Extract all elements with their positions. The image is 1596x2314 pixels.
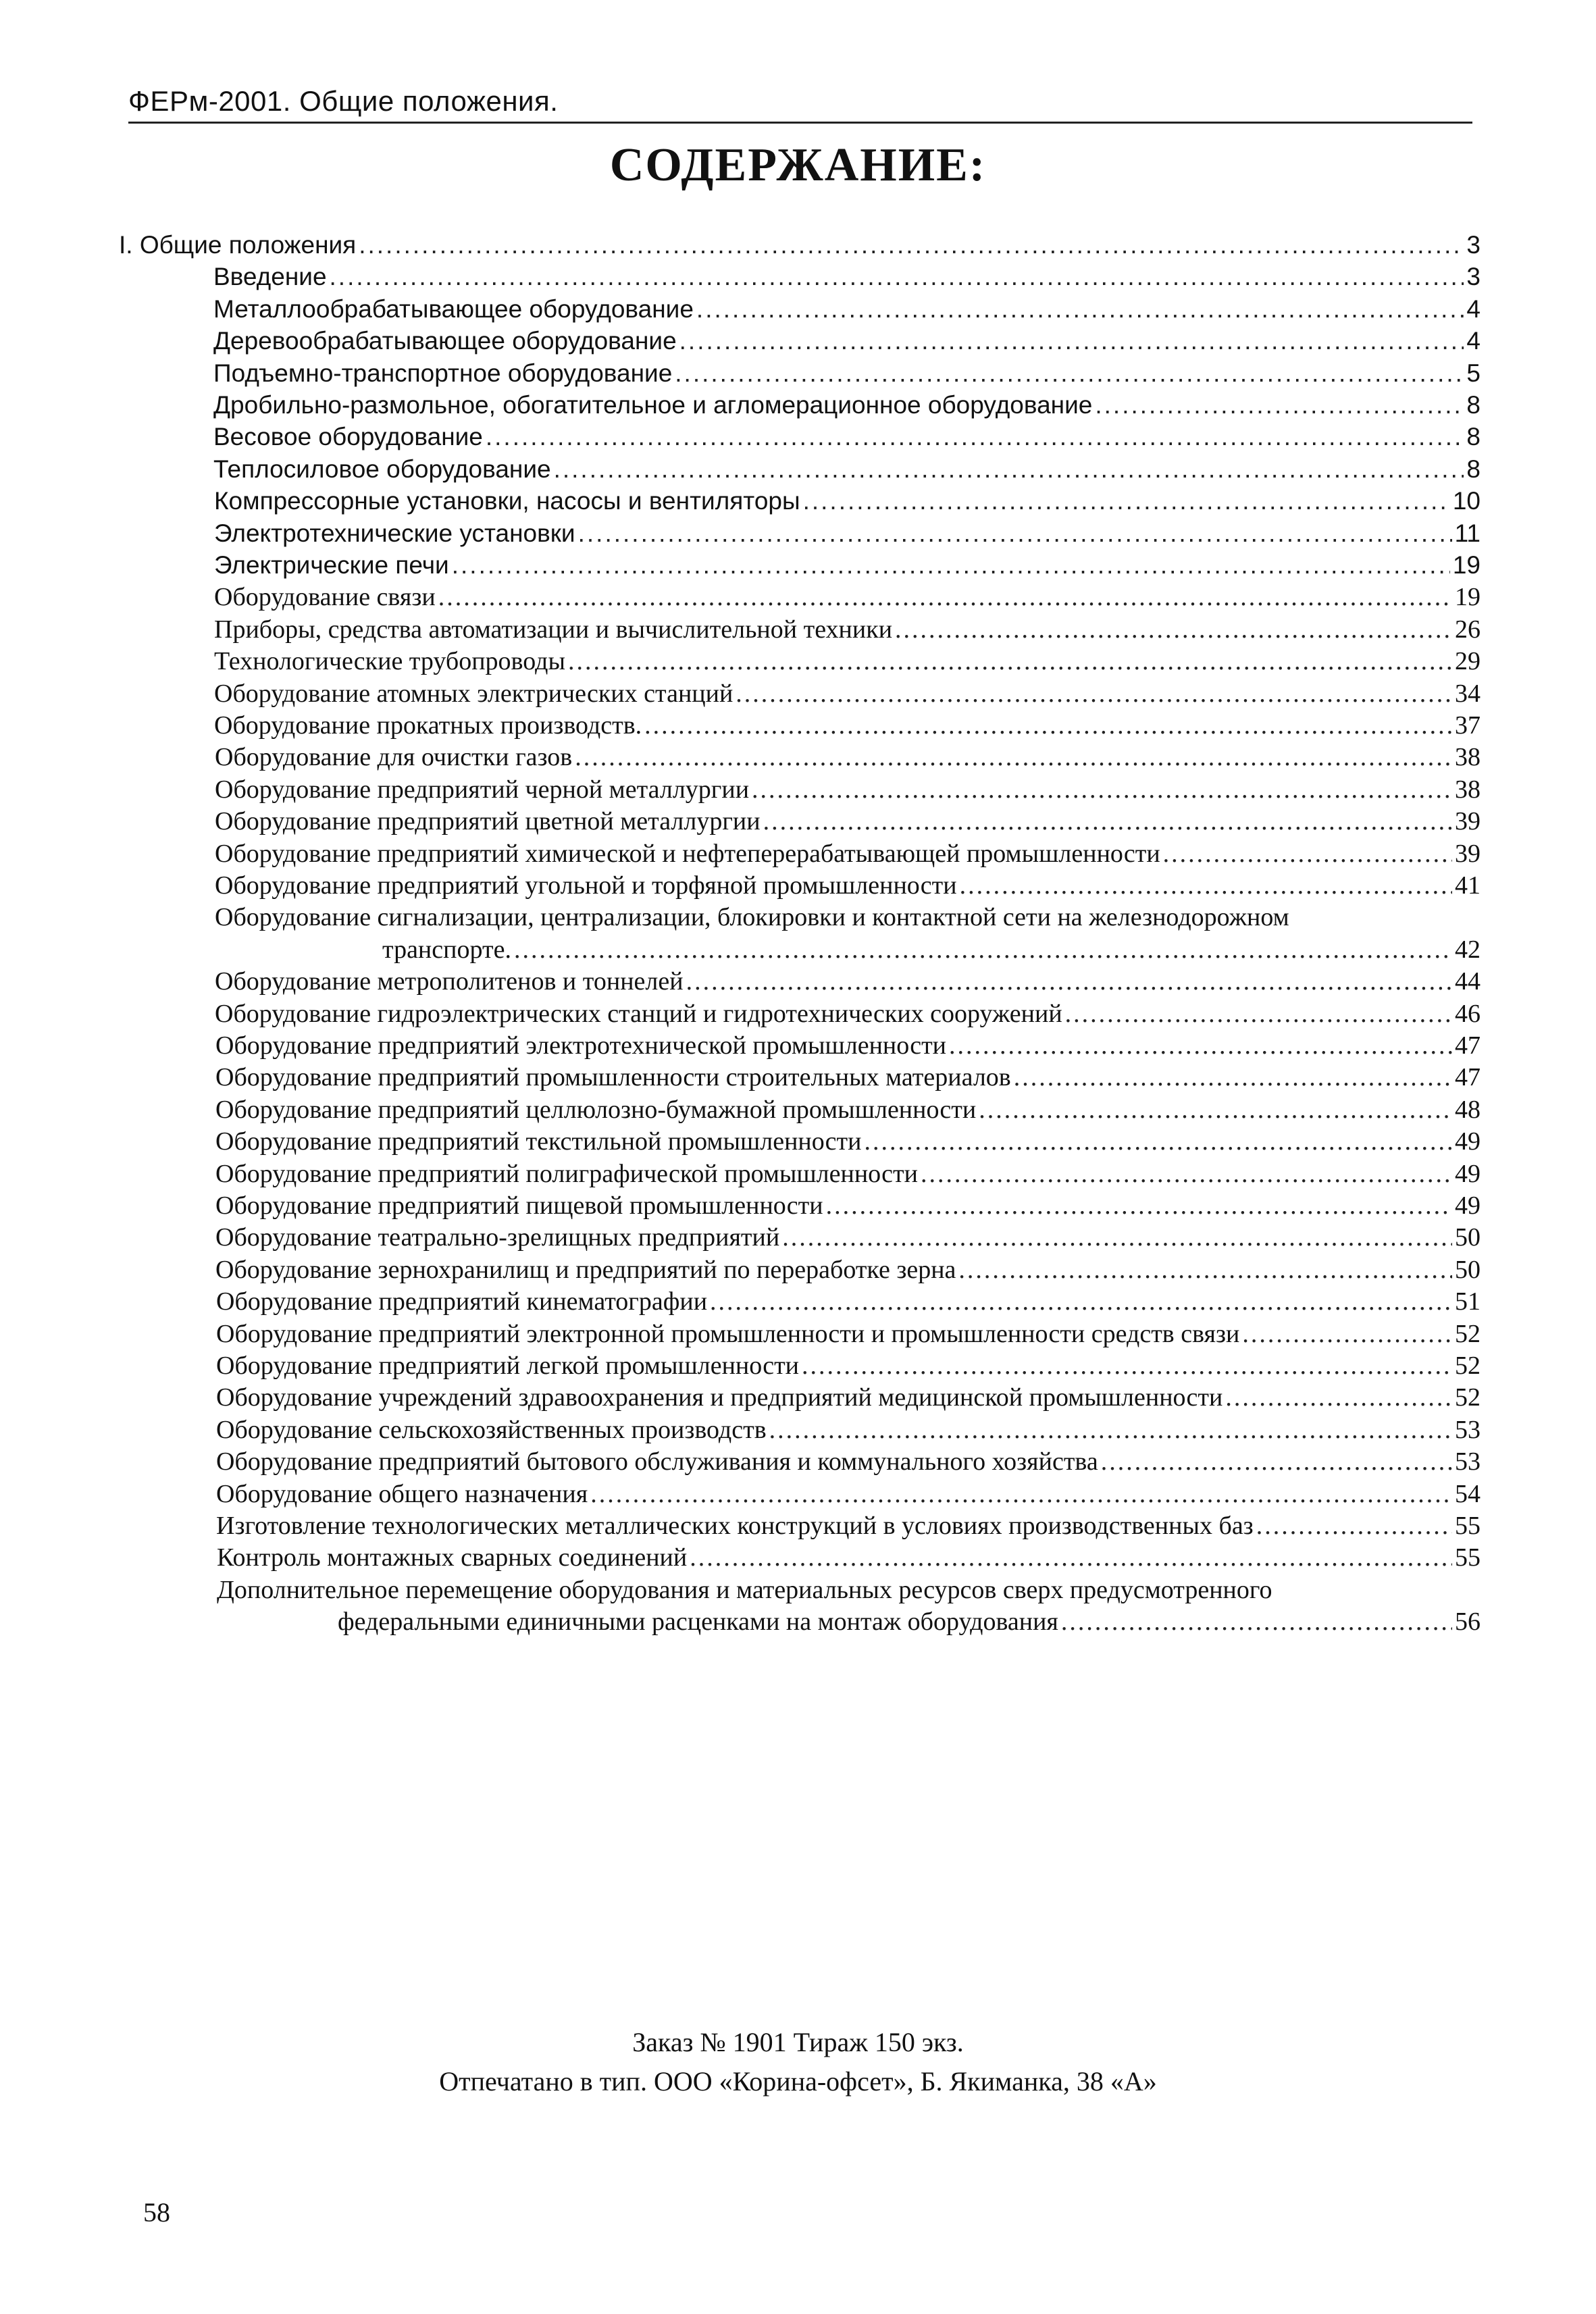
toc-entry bbox=[216, 1286, 1481, 1317]
toc-page-number: 53 bbox=[1455, 1447, 1481, 1476]
toc-page-number: 38 bbox=[1455, 743, 1481, 772]
toc-page-number: 52 bbox=[1455, 1319, 1481, 1348]
toc-entry bbox=[215, 1062, 1481, 1093]
toc-page-number: 41 bbox=[1455, 871, 1481, 900]
toc-entry bbox=[215, 838, 1481, 869]
toc-entry-label: Весовое оборудование bbox=[213, 423, 483, 451]
toc-entry bbox=[214, 518, 1481, 549]
toc-leader-dots bbox=[958, 1254, 1452, 1285]
toc-entry-label: Оборудование предприятий электротехнической промышленности bbox=[215, 1031, 947, 1060]
toc-page-number: 54 bbox=[1455, 1479, 1481, 1508]
toc-page-number: 49 bbox=[1455, 1159, 1481, 1188]
toc-entry-label: Оборудование предприятий цветной металлургии bbox=[215, 807, 761, 836]
toc-entry-label: Оборудование предприятий целлюлозно-бумажной промышленности bbox=[215, 1095, 977, 1124]
toc-entry-label: Оборудование предприятий черной металлургии bbox=[215, 775, 750, 804]
toc-entry bbox=[215, 998, 1481, 1029]
toc-leader-dots bbox=[486, 421, 1464, 453]
toc-leader-dots bbox=[1242, 1318, 1452, 1349]
toc-leader-dots bbox=[1163, 838, 1452, 869]
toc-entry-label: Электрические печи bbox=[214, 551, 449, 579]
toc-entry-label: Оборудование учреждений здравоохранения и предприятий медицинской промышленности bbox=[216, 1383, 1223, 1412]
page-number: 58 bbox=[143, 2197, 170, 2228]
toc-leader-dots bbox=[568, 646, 1452, 677]
toc-entry bbox=[214, 710, 1481, 741]
toc-leader-dots bbox=[554, 454, 1464, 485]
running-title: ФЕРм-2001. Общие положения. bbox=[128, 85, 559, 117]
toc-leader-dots bbox=[690, 1542, 1452, 1573]
imprint-order: Заказ № 1901 Тираж 150 экз. bbox=[632, 2027, 964, 2057]
toc-leader-dots bbox=[1095, 390, 1464, 421]
toc-leader-dots bbox=[1225, 1382, 1452, 1413]
toc-entry bbox=[216, 1479, 1481, 1510]
toc-leader-dots bbox=[710, 1286, 1452, 1317]
toc-part-entry bbox=[119, 230, 1481, 261]
toc-page-number: 47 bbox=[1455, 1063, 1481, 1092]
toc-leader-dots bbox=[979, 1094, 1452, 1125]
toc-entry bbox=[214, 582, 1481, 613]
toc-page-number: 44 bbox=[1455, 967, 1481, 996]
toc-entry bbox=[214, 646, 1481, 677]
toc-entry bbox=[214, 550, 1481, 581]
toc-entry-label: Компрессорные установки, насосы и вентиляторы bbox=[214, 487, 800, 515]
toc-page-number: 51 bbox=[1455, 1287, 1481, 1316]
toc-page-number: 46 bbox=[1455, 999, 1481, 1028]
toc-entry-label: Оборудование прокатных производств. bbox=[214, 711, 642, 740]
toc-page-number: 4 bbox=[1466, 327, 1481, 355]
toc-entry-continuation: транспорте. bbox=[382, 935, 511, 964]
toc-entry bbox=[215, 1094, 1481, 1125]
toc-entry bbox=[216, 1350, 1481, 1381]
toc-page-number: 38 bbox=[1455, 775, 1481, 804]
toc-entry-label: Оборудование атомных электрических станций bbox=[214, 679, 733, 708]
toc-entry bbox=[215, 774, 1481, 805]
toc-entry bbox=[215, 1158, 1481, 1189]
toc-entry bbox=[216, 1382, 1481, 1413]
toc-entry-label: Деревообрабатывающее оборудование bbox=[213, 327, 677, 355]
toc-entry bbox=[215, 1126, 1481, 1157]
toc-leader-dots bbox=[359, 230, 1464, 261]
toc-entry-label: Оборудование сигнализации, централизации, блокировки и контактной сети на железнодорожном bbox=[215, 903, 1289, 932]
toc-leader-dots bbox=[802, 1350, 1452, 1381]
toc-entry-label: Оборудование сельскохозяйственных производств bbox=[216, 1415, 767, 1444]
toc-entry bbox=[214, 486, 1481, 517]
toc-entry-label: Технологические трубопроводы bbox=[214, 647, 565, 676]
toc-entry bbox=[215, 1030, 1481, 1061]
toc-entry-label: I. Общие положения bbox=[119, 231, 357, 259]
toc-leader-dots bbox=[865, 1126, 1453, 1157]
toc-page-number: 39 bbox=[1455, 807, 1481, 836]
toc-leader-dots bbox=[438, 582, 1452, 613]
toc-entry bbox=[217, 1542, 1481, 1573]
toc-entry bbox=[216, 1318, 1481, 1349]
toc-entry-label: Контроль монтажных сварных соединений bbox=[217, 1543, 688, 1572]
toc-entry bbox=[216, 1510, 1481, 1541]
toc-entry bbox=[382, 934, 1481, 965]
toc-entry-label: Оборудование предприятий промышленности строительных материалов bbox=[215, 1063, 1011, 1092]
toc-page-number: 26 bbox=[1455, 615, 1481, 644]
toc-page-number: 48 bbox=[1455, 1095, 1481, 1124]
toc-page-number: 50 bbox=[1455, 1255, 1481, 1284]
toc-entry bbox=[213, 421, 1481, 453]
toc-entry-label: Изготовление технологических металлических конструкций в условиях производственных баз bbox=[216, 1512, 1254, 1540]
toc-entry-label: Оборудование предприятий пищевой промышленности bbox=[215, 1191, 823, 1220]
toc-page-number: 8 bbox=[1466, 391, 1481, 419]
toc-leader-dots bbox=[921, 1158, 1452, 1189]
toc-leader-dots bbox=[644, 710, 1452, 741]
toc-page-number: 49 bbox=[1455, 1127, 1481, 1156]
toc-leader-dots bbox=[1014, 1062, 1452, 1093]
toc-entry-label: Электротехнические установки bbox=[214, 519, 575, 547]
toc-entry bbox=[213, 358, 1481, 389]
toc-page-number: 53 bbox=[1455, 1415, 1481, 1444]
toc-leader-dots bbox=[330, 261, 1464, 292]
toc-leader-dots bbox=[960, 870, 1452, 901]
toc-entry-label: Дробильно-размольное, обогатительное и агломерационное оборудование bbox=[213, 391, 1093, 419]
toc-entry-label: Оборудование предприятий текстильной промышленности bbox=[215, 1127, 862, 1156]
toc-page-number: 47 bbox=[1455, 1031, 1481, 1060]
toc-page-number: 52 bbox=[1455, 1352, 1481, 1380]
toc-page-number: 42 bbox=[1455, 935, 1481, 964]
toc-entry-label: Дополнительное перемещение оборудования и материальных ресурсов сверх предусмотренного bbox=[217, 1575, 1272, 1604]
toc-entry-label: Оборудование предприятий полиграфической промышленности bbox=[215, 1159, 918, 1188]
toc-leader-dots bbox=[826, 1190, 1452, 1221]
imprint-printer: Отпечатано в тип. ООО «Корина-офсет», Б. Якиманка, 38 «А» bbox=[439, 2066, 1157, 2097]
toc-page-number: 5 bbox=[1466, 359, 1481, 387]
toc-leader-dots bbox=[696, 294, 1464, 325]
toc-entry-label: Оборудование для очистки газов bbox=[215, 743, 573, 772]
toc-leader-dots bbox=[752, 774, 1452, 805]
toc-entry bbox=[214, 614, 1481, 645]
toc-leader-dots bbox=[1256, 1510, 1452, 1541]
toc-page-number: 39 bbox=[1455, 839, 1481, 868]
toc-leader-dots bbox=[590, 1479, 1452, 1510]
toc-page-number: 3 bbox=[1466, 231, 1481, 259]
toc-entry bbox=[338, 1606, 1481, 1637]
toc-page-number: 3 bbox=[1466, 263, 1481, 291]
toc-entry bbox=[215, 1222, 1481, 1253]
toc-page-number: 37 bbox=[1455, 711, 1481, 740]
toc-page-number: 34 bbox=[1455, 679, 1481, 708]
toc-entry-label: Оборудование зернохранилищ и предприятий по переработке зерна bbox=[215, 1255, 956, 1284]
toc-leader-dots bbox=[452, 550, 1450, 581]
toc-leader-dots bbox=[679, 326, 1464, 357]
toc-page-number: 8 bbox=[1466, 423, 1481, 451]
toc-page-number: 29 bbox=[1455, 647, 1481, 676]
toc-entry-label: Подъемно-транспортное оборудование bbox=[213, 359, 673, 387]
toc-entry-label: Оборудование предприятий кинематографии bbox=[216, 1287, 708, 1316]
toc-leader-dots bbox=[763, 806, 1452, 837]
toc-entry-continuation: федеральными единичными расценками на монтаж оборудования bbox=[338, 1608, 1058, 1637]
toc-entry bbox=[216, 1446, 1481, 1477]
toc-leader-dots bbox=[575, 742, 1452, 773]
toc-page-number: 8 bbox=[1466, 455, 1481, 483]
toc-leader-dots bbox=[686, 966, 1452, 997]
toc-page-number: 55 bbox=[1455, 1543, 1481, 1572]
toc-entry bbox=[215, 806, 1481, 837]
toc-entry-label: Металлообрабатывающее оборудование bbox=[213, 294, 694, 323]
toc-entry bbox=[213, 294, 1481, 325]
toc-leader-dots bbox=[769, 1414, 1452, 1445]
toc-page-number: 56 bbox=[1455, 1608, 1481, 1637]
toc-page-number: 4 bbox=[1466, 294, 1481, 323]
toc-leader-dots bbox=[803, 486, 1450, 517]
toc-entry-label: Оборудование гидроэлектрических станций и гидротехнических сооружений bbox=[215, 999, 1062, 1028]
toc-entry-label: Оборудование предприятий легкой промышленности bbox=[216, 1352, 800, 1380]
toc-leader-dots bbox=[1101, 1446, 1452, 1477]
toc-page-number: 19 bbox=[1452, 551, 1481, 579]
toc-leader-dots bbox=[578, 518, 1452, 549]
toc-entry bbox=[213, 326, 1481, 357]
toc-page-number: 50 bbox=[1455, 1223, 1481, 1252]
toc-leader-dots bbox=[736, 678, 1452, 709]
toc-leader-dots bbox=[949, 1030, 1452, 1061]
toc-page-number: 19 bbox=[1455, 583, 1481, 612]
toc-entry bbox=[215, 1254, 1481, 1285]
toc-entry bbox=[213, 454, 1481, 485]
toc-page-number: 49 bbox=[1455, 1191, 1481, 1220]
toc-entry-label: Оборудование предприятий химической и нефтеперерабатывающей промышленности bbox=[215, 839, 1160, 868]
toc-page-number: 10 bbox=[1452, 487, 1481, 515]
page-title: СОДЕРЖАНИЕ: bbox=[609, 139, 987, 191]
toc-leader-dots bbox=[514, 934, 1452, 965]
toc-entry-label: Теплосиловое оборудование bbox=[213, 455, 551, 483]
toc-entry-label: Оборудование связи bbox=[214, 583, 436, 612]
toc-entry bbox=[214, 678, 1481, 709]
toc-entry-label: Приборы, средства автоматизации и вычислительной техники bbox=[214, 615, 893, 644]
toc-leader-dots bbox=[782, 1222, 1452, 1253]
toc-entry-label: Введение bbox=[213, 263, 327, 291]
toc-page-number: 52 bbox=[1455, 1383, 1481, 1412]
toc-entry-label: Оборудование общего назначения bbox=[216, 1479, 588, 1508]
toc-leader-dots bbox=[1061, 1606, 1452, 1637]
toc-entry bbox=[215, 966, 1481, 997]
toc-entry bbox=[215, 870, 1481, 901]
toc-leader-dots bbox=[1065, 998, 1452, 1029]
toc-entry-label: Оборудование театрально-зрелищных предприятий bbox=[215, 1223, 780, 1252]
toc-entry bbox=[215, 1190, 1481, 1221]
toc-entry-label: Оборудование метрополитенов и тоннелей bbox=[215, 967, 684, 996]
toc-leader-dots bbox=[675, 358, 1464, 389]
toc-entry bbox=[216, 1414, 1481, 1445]
toc-entry-label: Оборудование предприятий бытового обслуживания и коммунального хозяйства bbox=[216, 1447, 1098, 1476]
toc-page-number: 55 bbox=[1455, 1512, 1481, 1540]
toc-entry bbox=[213, 261, 1481, 292]
toc-entry-label: Оборудование предприятий электронной промышленности и промышленности средств связи bbox=[216, 1319, 1240, 1348]
toc-entry bbox=[213, 390, 1481, 421]
toc-leader-dots bbox=[895, 614, 1452, 645]
toc-entry bbox=[215, 742, 1481, 773]
running-header bbox=[128, 76, 1472, 124]
toc-page-number: 11 bbox=[1454, 519, 1481, 547]
toc-entry-label: Оборудование предприятий угольной и торфяной промышленности bbox=[215, 871, 957, 900]
